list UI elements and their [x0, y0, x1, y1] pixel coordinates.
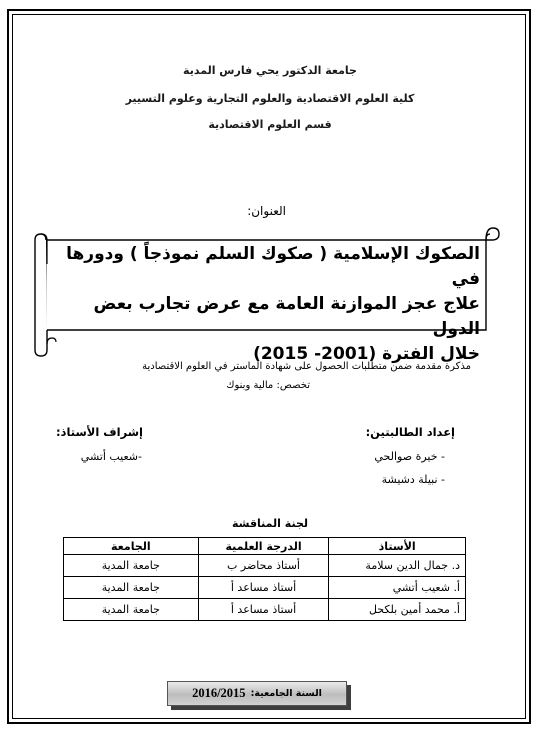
professor-cell: أ. محمد أمين بلكحل	[329, 599, 466, 621]
rank-cell: أستاذ محاضر ب	[198, 555, 329, 577]
header-professor: الأستاذ	[329, 538, 466, 555]
prepared-by-label: إعداد الطالبتين:	[365, 425, 455, 439]
header-university: الجامعة	[64, 538, 199, 555]
university-name: جامعة الدكتور يحي فارس المدية	[183, 64, 357, 77]
faculty-name: كلية العلوم الاقتصادية والعلوم التجارية وعلوم التسيير	[125, 92, 415, 105]
table-row	[64, 555, 466, 577]
thesis-title	[60, 242, 480, 367]
academic-year-label: السنة الجامعية:	[250, 688, 322, 699]
rank-cell: أستاذ مساعد أ	[198, 577, 329, 599]
title-line-3: خلال الفترة (2001- 2015)	[253, 344, 480, 364]
academic-year-value: 2016/2015	[192, 686, 246, 700]
department-name: قسم العلوم الاقتصادية	[208, 118, 332, 131]
supervisor-name: -شعيب أتشي	[80, 450, 142, 463]
university-cell: جامعة المدية	[64, 577, 199, 599]
title-line-2: علاج عجز الموازنة العامة مع عرض تجارب بعض الدول	[93, 294, 480, 339]
university-cell: جامعة المدية	[64, 555, 199, 577]
student-name: - خيرة صوالحي	[374, 450, 445, 463]
committee-title: لجنة المناقشة	[231, 517, 308, 530]
table-row	[64, 599, 466, 621]
table-header-row	[64, 538, 466, 555]
specialization: تخصص: مالية وبنوك	[226, 380, 310, 391]
committee-table	[63, 537, 466, 621]
rank-cell: أستاذ مساعد أ	[198, 599, 329, 621]
student-name: - نبيلة دشيشة	[381, 473, 445, 486]
professor-cell: د. جمال الدين سلامة	[329, 555, 466, 577]
title-label: العنوان:	[247, 204, 286, 218]
university-cell: جامعة المدية	[64, 599, 199, 621]
title-line-1: الصكوك الإسلامية ( صكوك السلم نموذجاً ) ودورها في	[66, 244, 480, 289]
memo-description: مذكرة مقدمة ضمن متطلبات الحصول على شهادة الماستر في العلوم الاقتصادية	[142, 361, 471, 372]
header-rank: الدرجة العلمية	[198, 538, 329, 555]
supervisor-label: إشراف الأستاذ:	[55, 425, 143, 439]
table-row	[64, 577, 466, 599]
professor-cell: أ. شعيب أتشي	[329, 577, 466, 599]
academic-year-box	[167, 681, 347, 706]
